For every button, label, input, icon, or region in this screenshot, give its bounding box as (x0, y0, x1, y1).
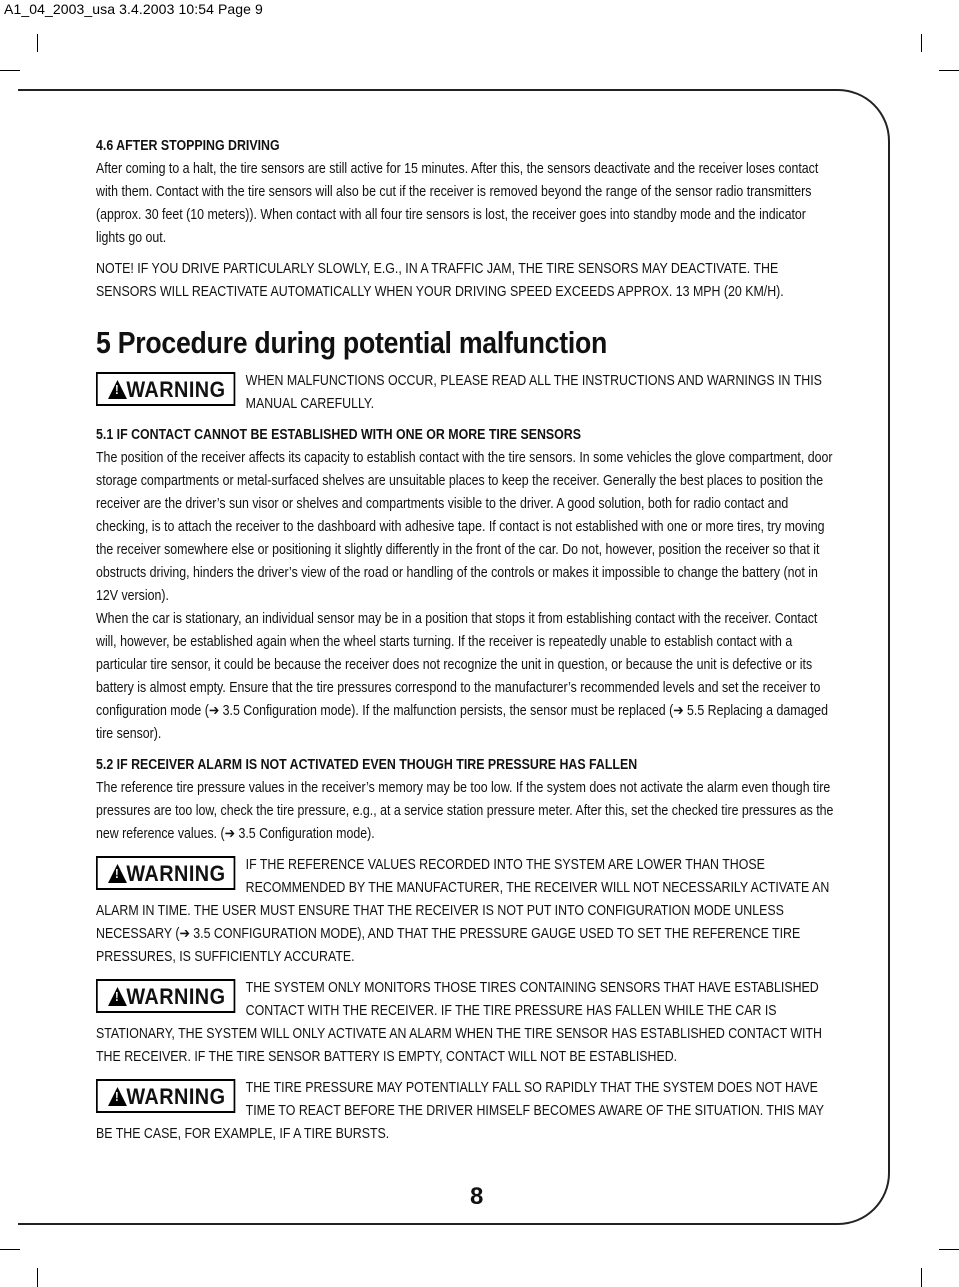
crop-mark (37, 1268, 38, 1287)
page-number: 8 (470, 1183, 484, 1210)
chapter-title: 5 Procedure during potential malfunction (96, 325, 608, 360)
crop-mark (921, 1268, 922, 1287)
warning-label: WARNING (126, 1083, 226, 1109)
crop-mark (921, 34, 922, 52)
warning-badge (96, 372, 235, 406)
warning-block (96, 977, 834, 1069)
warning-triangle-icon (108, 380, 127, 399)
section-5-2-para-1: The reference tire pressure values in the receiver’s memory may be too low. If the system does not activate the alarm even though tire pressures are too low, check the tire pressure, e.g., at a service station pressure meter. After this, set the checked tire pressures as the new reference values. (➔ 3.5 Configuration mode). (96, 780, 834, 842)
warning-text: THE TIRE PRESSURE MAY POTENTIALLY FALL SO RAPIDLY THAT THE SYSTEM DOES NOT HAVE TIME TO REACT BEFORE THE DRIVER HIMSELF BECOMES AWARE OF THE SITUATION. THIS MAY BE THE CASE, FOR EXAMPLE, IF A TIRE BURSTS. (96, 1080, 824, 1142)
warning-triangle-icon (108, 864, 127, 883)
section-5-1-heading: 5.1 IF CONTACT CANNOT BE ESTABLISHED WITH ONE OR MORE TIRE SENSORS (96, 427, 581, 443)
page-content (96, 135, 834, 1146)
warning-block (96, 370, 834, 416)
warning-label: WARNING (126, 983, 226, 1009)
warning-label: WARNING (126, 860, 226, 886)
crop-mark (939, 70, 959, 71)
warning-badge (96, 856, 235, 890)
warning-triangle-icon (108, 987, 127, 1006)
crop-mark (0, 1249, 20, 1250)
crop-mark (939, 1249, 959, 1250)
print-header: A1_04_2003_usa 3.4.2003 10:54 Page 9 (4, 1, 263, 17)
warning-triangle-icon (108, 1087, 127, 1106)
warning-text: THE SYSTEM ONLY MONITORS THOSE TIRES CONTAINING SENSORS THAT HAVE ESTABLISHED CONTACT WITH THE RECEIVER. IF THE TIRE PRESSURE HAS FALLEN WHILE THE CAR IS STATIONARY, THE SYSTEM WILL ONLY ACTIVATE AN ALARM WHEN THE TIRE SENSOR HAS ESTABLISHED CONTACT WITH THE RECEIVER. IF THE TIRE SENSOR BATTERY IS EMPTY, CONTACT WILL NOT BE ESTABLISHED. (96, 980, 822, 1065)
section-4-6-body: After coming to a halt, the tire sensors are still active for 15 minutes. After this, the sensors deactivate and the receiver loses contact with them. Contact with the tire sensors will also be cut if the receiver is removed beyond the range of the sensor radio transmitters (approx. 30 feet (10 meters)). When contact with all four tire sensors is lost, the receiver goes into standby mode and the indicator lights go out. (96, 161, 819, 246)
section-5-1-para-1: The position of the receiver affects its capacity to establish contact with the tire sensors. In some vehicles the glove compartment, door storage compartments or metal-surfaced shelves are unsuitable places to keep the receiver. Generally the best places to position the receiver are the driver’s sun visor or shelves and compartments visible to the driver. A good solution, both for radio contact and checking, is to attach the receiver to the dashboard with adhesive tape. If contact is not established with one or more tires, try moving the receiver somewhere else or positioning it slightly differently in the front of the car. Do not, however, position the receiver so that it obstructs driving, hinders the driver’s view of the road or handling of the controls or makes it impossible to change the battery (not in 12V version). (96, 450, 833, 604)
section-5-2-heading: 5.2 IF RECEIVER ALARM IS NOT ACTIVATED EVEN THOUGH TIRE PRESSURE HAS FALLEN (96, 757, 638, 773)
warning-text: IF THE REFERENCE VALUES RECORDED INTO THE SYSTEM ARE LOWER THAN THOSE RECOMMENDED BY THE MANUFACTURER, THE RECEIVER WILL NOT NECESSARILY ACTIVATE AN ALARM IN TIME. THE USER MUST ENSURE THAT THE RECEIVER IS NOT PUT INTO CONFIGURATION MODE UNLESS NECESSARY (➔ 3.5 CONFIGURATION MODE), AND THAT THE PRESSURE GAUGE USED TO SET THE REFERENCE TIRE PRESSURES, IS SUFFICIENTLY ACCURATE. (96, 857, 830, 965)
warning-block (96, 854, 834, 969)
section-4-6-heading: 4.6 AFTER STOPPING DRIVING (96, 138, 280, 154)
warning-label: WARNING (126, 376, 226, 402)
warning-text: WHEN MALFUNCTIONS OCCUR, PLEASE READ ALL THE INSTRUCTIONS AND WARNINGS IN THIS MANUAL CAREFULLY. (245, 373, 822, 412)
warning-badge (96, 979, 235, 1013)
warning-block (96, 1077, 834, 1146)
section-5-1-para-2: When the car is stationary, an individual sensor may be in a position that stops it from establishing contact with the receiver. Contact will, however, be established again when the wheel starts turning. If the receiver is repeatedly unable to establish contact with a particular tire sensor, it could be because the receiver does not recognize the unit in question, or because the unit is defective or its battery is almost empty. Ensure that the tire pressures correspond to the manufacturer’s recommended levels and set the receiver to configuration mode (➔ 3.5 Configuration mode). If the malfunction persists, the sensor must be replaced (➔ 5.5 Replacing a damaged tire sensor). (96, 611, 829, 742)
warning-badge (96, 1079, 235, 1113)
crop-mark (37, 34, 38, 52)
section-4-6-note: NOTE! IF YOU DRIVE PARTICULARLY SLOWLY, E.G., IN A TRAFFIC JAM, THE TIRE SENSORS MAY DEACTIVATE. THE SENSORS WILL REACTIVATE AUTOMATICALLY WHEN YOUR DRIVING SPEED EXCEEDS APPROX. 13 MPH (20 KM/H). (96, 261, 784, 300)
crop-mark (0, 70, 20, 71)
